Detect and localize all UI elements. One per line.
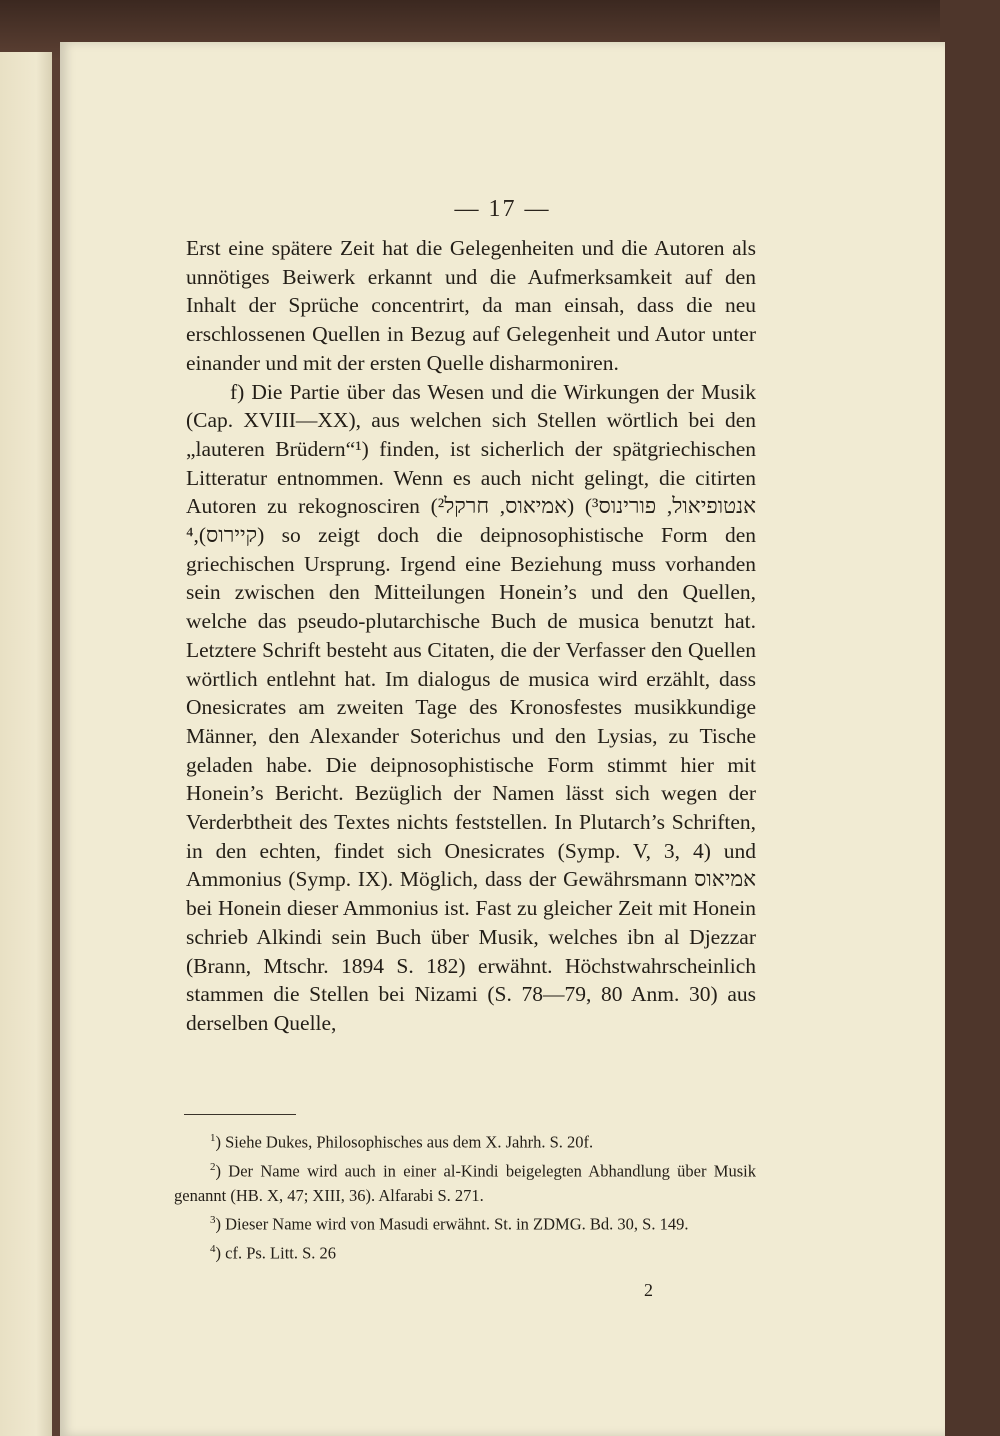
page-number-header: — 17 — <box>454 196 551 222</box>
footnote-mark: 4 <box>210 1242 216 1255</box>
footnote-mark: 2 <box>210 1160 216 1173</box>
footnote-mark: 1 <box>210 1132 216 1144</box>
footnote-text: ) Dieser Name wird von Masudi erwähnt. St. in ZDMG. Bd. 30, S. 149. <box>215 1214 689 1234</box>
paragraph: f) Die Partie über das Wesen und die Wirkungen der Musik (Cap. XVIII—XX), aus welchen sich Stellen wörtlich bei den „lauteren Brüdern“¹) finden, ist sicherlich der spätgriechischen Litteratur entnommen. Wenn es auch nicht gelingt, die citirten Autoren zu rekognosciren (אמיאוס, חרקל²) אנטופיאול, פורינוס³) קיירוס),⁴) so zeigt doch die deipnosophistische Form den griechischen Ursprung. Irgend eine Beziehung muss vorhanden sein zwischen den Mitteilungen Honein’s und den Quellen, welche das pseudo-plutarchische Buch de musica benutzt hat. Letztere Schrift besteht aus Citaten, die der Verfasser den Quellen wörtlich entlehnt hat. Im dialogus de musica wird erzählt, dass Onesicrates am zweiten Tage des Kronosfestes musikkundige Männer, den Alexander Soterichus und den Lysias, zu Tische geladen habe. Die deipnosophistische Form stimmt hier mit Honein’s Bericht. Bezüglich der Namen lässt sich wegen der Verderbtheit des Textes nichts feststellen. In Plutarch’s Schriften, in den echten, findet sich Onesicrates (Symp. V, 3, 4) und Ammonius (Symp. IX). Möglich, dass der Gewährsmann אמיאוס bei Honein dieser Ammonius ist. Fast zu gleicher Zeit mit Honein schrieb Alkindi sein Buch über Musik, welches ibn al Djezzar (Brann, Mtschr. 1894 S. 182) erwähnt. Höchstwahrscheinlich stammen die Stellen bei Nizami (S. 78—79, 80 Anm. 30) aus derselben Quelle, <box>186 379 756 1035</box>
footnote <box>174 1155 756 1209</box>
footnote-mark: 3 <box>210 1214 216 1226</box>
facing-page-edge <box>0 52 52 1436</box>
footnote-separator <box>184 1114 296 1115</box>
signature-mark: 2 <box>644 1280 653 1300</box>
book-page <box>60 42 945 1436</box>
footnote <box>174 1237 756 1266</box>
footnote-text: ) Der Name wird auch in einer al-Kindi beigelegten Abhandlung über Musik genannt (HB. X, 47; XIII, 36). Alfarabi S. 271. <box>174 1161 756 1205</box>
body-text <box>186 234 756 1038</box>
footnote <box>174 1126 756 1155</box>
footnotes <box>174 1126 756 1265</box>
footnote-text: ) Siehe Dukes, Philosophisches aus dem X. Jahrh. S. 20f. <box>215 1132 594 1152</box>
paragraph: Erst eine spätere Zeit hat die Gelegenheiten und die Autoren als unnötiges Beiwerk erkannt und die Aufmerksamkeit auf den Inhalt der Sprüche concentrirt, da man einsah, dass die neu erschlossenen Quellen in Bezug auf Gelegenheit und Autor unter einander und mit der ersten Quelle disharmoniren. <box>186 236 756 375</box>
book-cover-right <box>940 0 1000 1436</box>
footnote <box>174 1208 756 1237</box>
footnote-text: ) cf. Ps. Litt. S. 26 <box>215 1243 337 1262</box>
